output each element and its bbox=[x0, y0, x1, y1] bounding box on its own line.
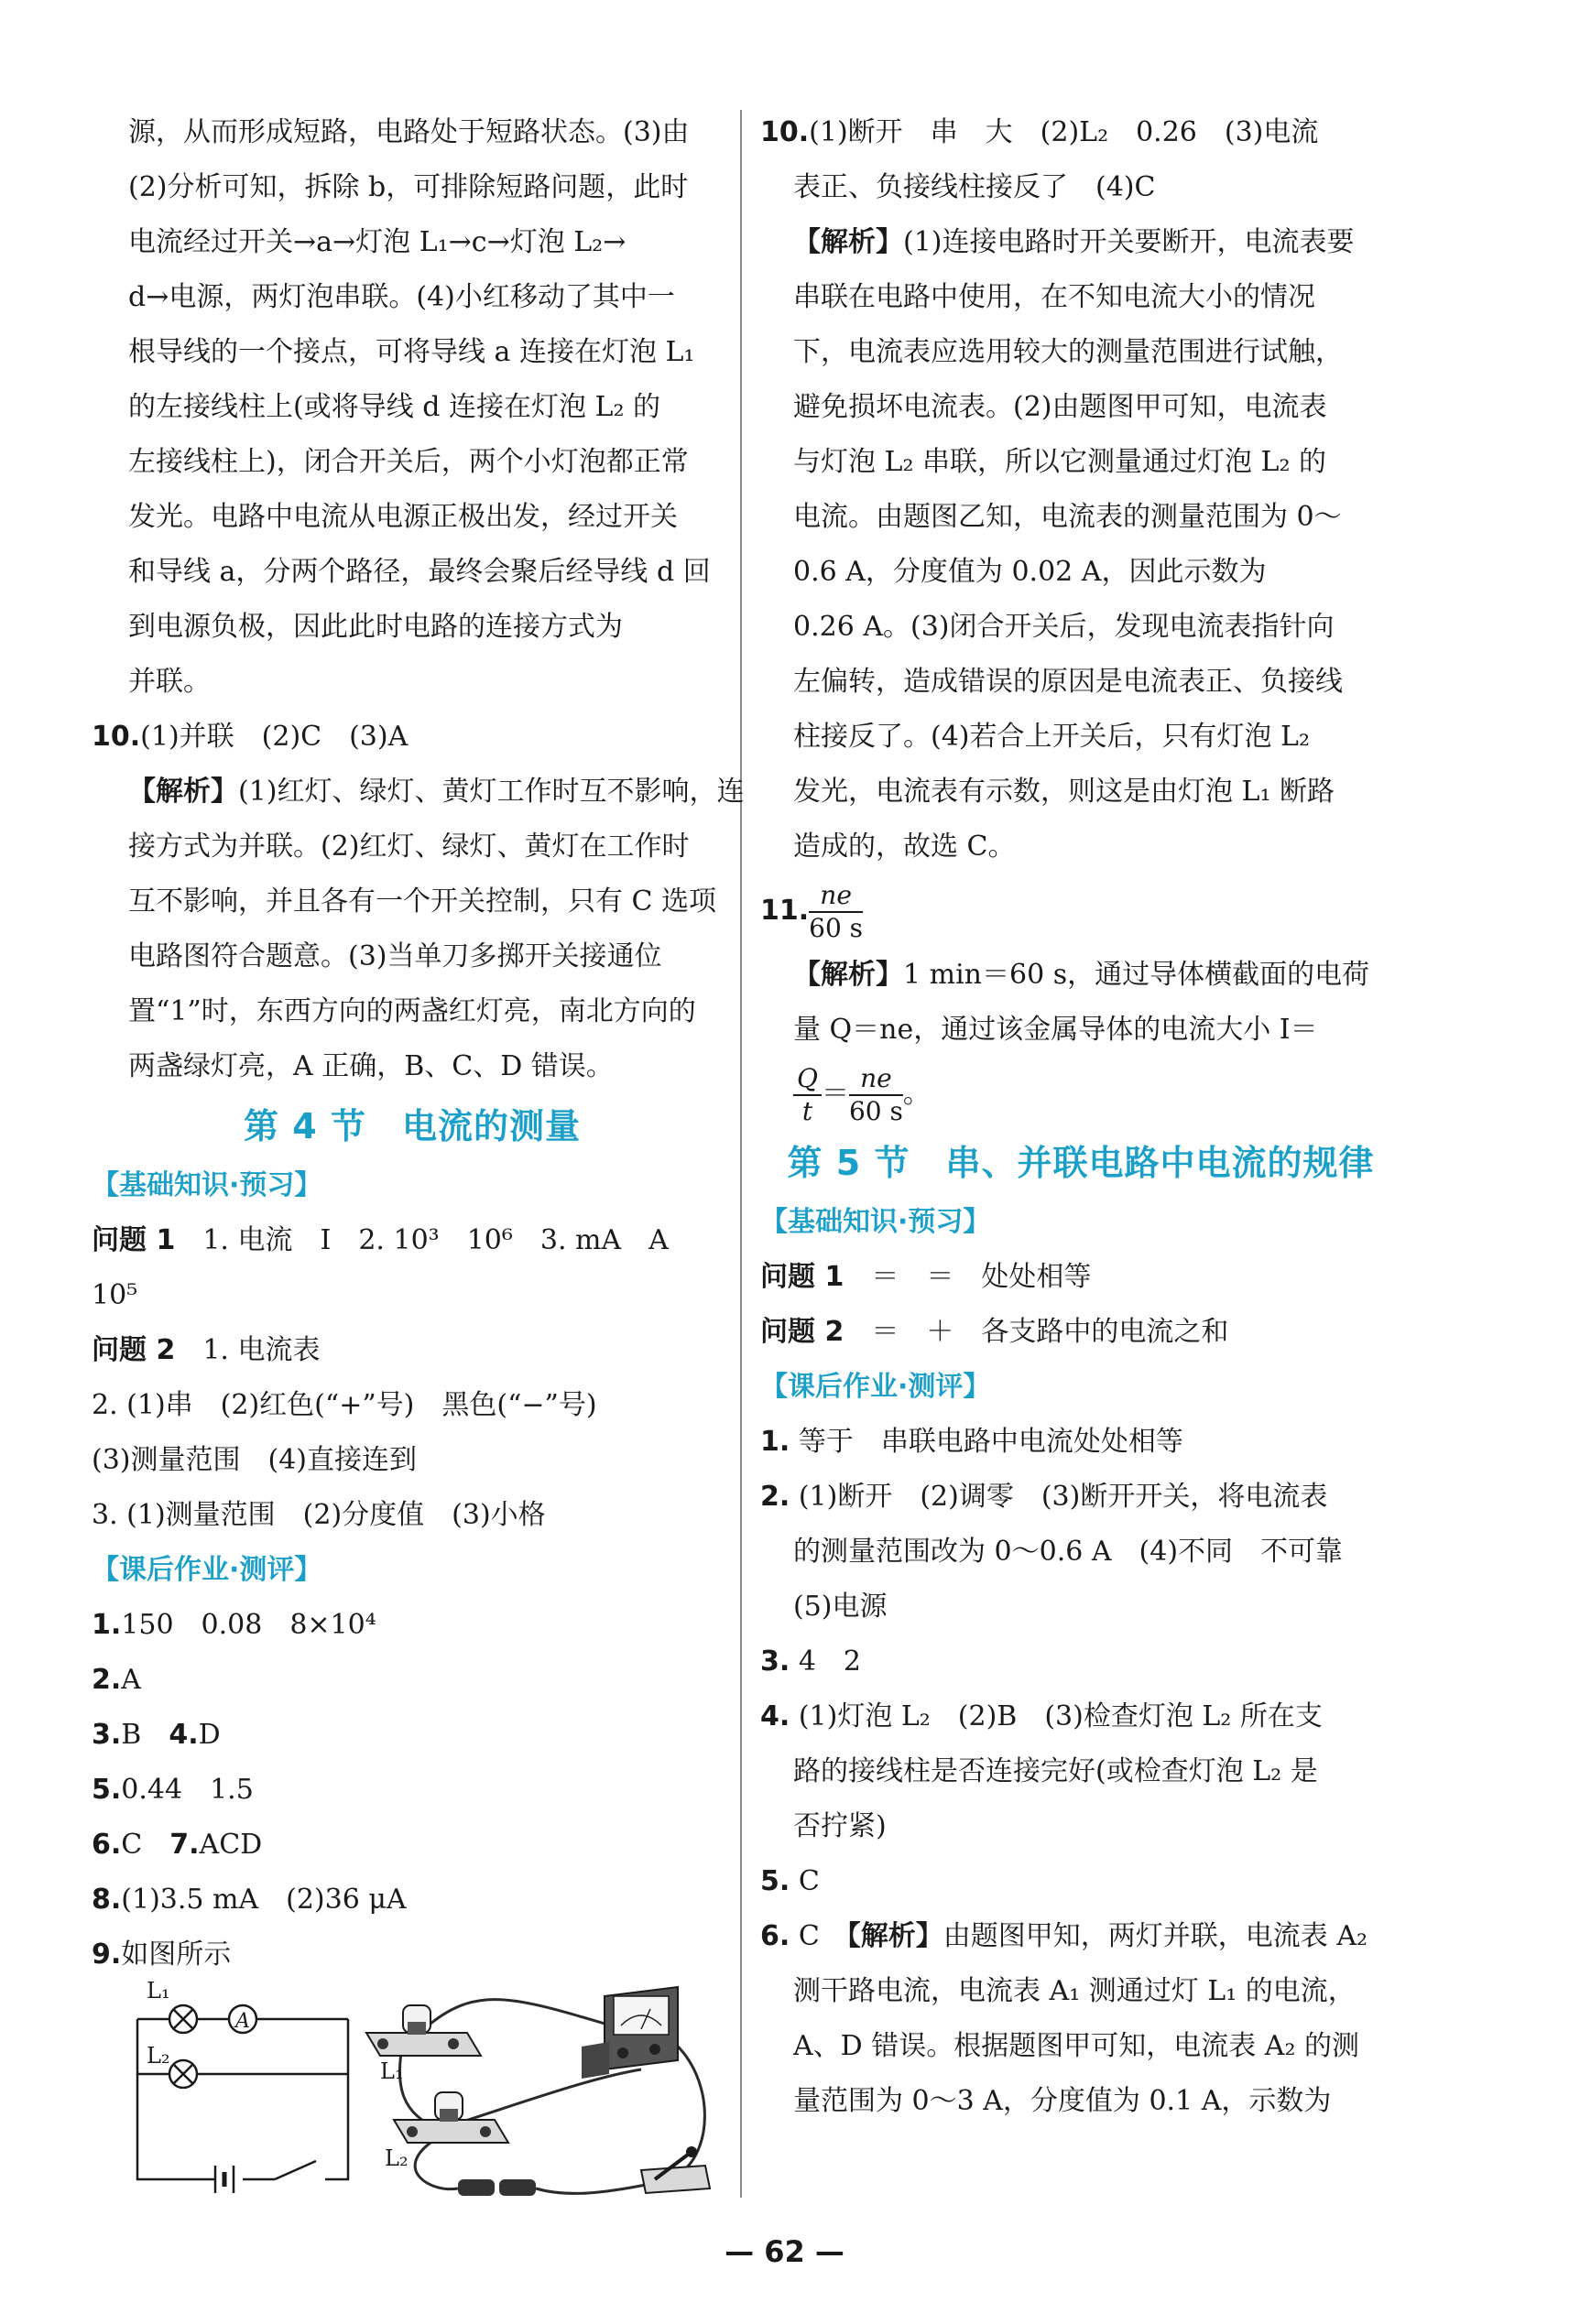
right-q11-analysis: 【解析】1 min＝60 s，通过导体横截面的电荷 bbox=[793, 959, 1370, 991]
text-line: 造成的，故选 C。 bbox=[793, 831, 1016, 863]
right-answer-1: 1. 等于 串联电路中电流处处相等 bbox=[760, 1426, 1183, 1458]
text-line: 0.26 A。(3)闭合开关后，发现电流表指针向 bbox=[793, 611, 1335, 643]
section4-title: 第 4 节 电流的测量 bbox=[244, 1106, 581, 1146]
schematic-label-l1: L₁ bbox=[147, 1978, 170, 2004]
text-line: 测干路电流，电流表 A₁ 测通过灯 L₁ 的电流， bbox=[793, 1975, 1356, 2007]
text-line: 和导线 a，分两个路径，最终会聚后经导线 d 回 bbox=[128, 556, 711, 588]
text-line: 的左接线柱上(或将导线 d 连接在灯泡 L₂ 的 bbox=[128, 391, 661, 423]
text-line: (5)电源 bbox=[793, 1591, 888, 1623]
lamp-l1-symbol bbox=[169, 2005, 197, 2033]
answer-item: 8.(1)3.5 mA (2)36 μA bbox=[92, 1884, 407, 1916]
right-answer-2-lines bbox=[760, 1525, 1401, 1634]
left-q10-analysis-lines bbox=[92, 820, 733, 1094]
text-line: 否拧紧) bbox=[793, 1810, 887, 1842]
text-line: 量范围为 0～3 A，分度值为 0.1 A，示数为 bbox=[793, 2085, 1332, 2117]
page-number: — 62 — bbox=[725, 2234, 844, 2269]
text-line: 左偏转，造成错误的原因是电流表正、负接线 bbox=[793, 666, 1343, 698]
text-line: d→电源，两灯泡串联。(4)小红移动了其中一 bbox=[128, 281, 675, 313]
right-question1: 问题 1 ＝ ＝ 处处相等 bbox=[760, 1261, 1092, 1293]
text-line: 两盏绿灯亮，A 正确，B、C、D 错误。 bbox=[128, 1050, 614, 1082]
tag-homework-right: 【课后作业·测评】 bbox=[760, 1371, 991, 1403]
circuit-figure bbox=[128, 1969, 714, 2198]
text-line: 左接线柱上)，闭合开关后，两个小灯泡都正常 bbox=[128, 446, 689, 478]
answer-item: 3.B 4.D bbox=[92, 1719, 221, 1751]
text-line: (2)分析可知，拆除 b，可排除短路问题，此时 bbox=[128, 171, 689, 203]
ammeter-label: A bbox=[235, 2010, 250, 2033]
right-answer-3: 3. 4 2 bbox=[760, 1645, 862, 1678]
text-line: 发光。电路中电流从电源正极出发，经过开关 bbox=[128, 501, 678, 533]
left-question2: 问题 2 1. 电流表 bbox=[92, 1334, 321, 1366]
text-line: 柱接反了。(4)若合上开关后，只有灯泡 L₂ bbox=[793, 721, 1310, 753]
right-q11-answer: 11. $\frac{ne}{60 s}$ bbox=[760, 880, 864, 943]
text-line: 路的接线柱是否连接完好(或检查灯泡 L₂ 是 bbox=[793, 1755, 1318, 1787]
left-answer-list bbox=[92, 1598, 733, 1982]
text-line: 根导线的一个接点，可将导线 a 连接在灯泡 L₁ bbox=[128, 336, 695, 368]
tag-homework-left: 【课后作业·测评】 bbox=[92, 1554, 322, 1586]
answer-item: 5.0.44 1.5 bbox=[92, 1774, 254, 1806]
text-line: 的测量范围改为 0～0.6 A (4)不同 不可靠 bbox=[793, 1536, 1344, 1568]
apparatus-picture bbox=[366, 1987, 710, 2196]
schematic-label-l2: L₂ bbox=[147, 2043, 170, 2069]
right-answer-6-lines bbox=[760, 1964, 1401, 2129]
left-question1: 问题 1 1. 电流 I 2. 10³ 10⁶ 3. mA A bbox=[92, 1224, 669, 1256]
right-question2: 问题 2 ＝ ＋ 各支路中的电流之和 bbox=[760, 1316, 1229, 1348]
section5-title: 第 5 节 串、并联电路中电流的规律 bbox=[787, 1143, 1375, 1183]
answer-item: 6.C 7.ACD bbox=[92, 1829, 263, 1861]
right-answer-5: 5. C bbox=[760, 1865, 820, 1897]
right-answer-4: 4. (1)灯泡 L₂ (2)B (3)检查灯泡 L₂ 所在支 bbox=[760, 1700, 1323, 1732]
right-q10-answer: 10.(1)断开 串 大 (2)L₂ 0.26 (3)电流 bbox=[760, 116, 1319, 148]
text-line: 接方式为并联。(2)红灯、绿灯、黄灯在工作时 bbox=[128, 831, 690, 863]
lamp-l2-symbol bbox=[169, 2060, 197, 2088]
answer-item: 1.150 0.08 8×10⁴ bbox=[92, 1609, 376, 1641]
text-line: 2. (1)串 (2)红色(“+”号) 黑色(“−”号) bbox=[92, 1389, 597, 1421]
text-line: 3. (1)测量范围 (2)分度值 (3)小格 bbox=[92, 1499, 546, 1531]
left-q10-analysis: 【解析】(1)红灯、绿灯、黄灯工作时互不影响，连 bbox=[128, 776, 745, 808]
right-q11-formula: $\frac{Q}{t}$ ＝ $\frac{ne}{60 s}$ 。 bbox=[760, 1058, 1401, 1131]
left-question1-cont: 10⁵ bbox=[92, 1279, 138, 1311]
left-top-paragraph bbox=[92, 105, 733, 710]
text-line: 电流。由题图乙知，电流表的测量范围为 0～ bbox=[793, 501, 1342, 533]
text-line: (3)测量范围 (4)直接连到 bbox=[92, 1444, 417, 1476]
left-question2-lines bbox=[92, 1378, 733, 1543]
right-q10-analysis: 【解析】(1)连接电路时开关要断开，电流表要 bbox=[793, 226, 1355, 258]
left-q10-answer: 10.(1)并联 (2)C (3)A bbox=[92, 721, 409, 753]
left-column bbox=[92, 105, 745, 1982]
q11-fraction: $\frac{ne}{60 s}$ bbox=[809, 880, 864, 943]
text-line: 0.6 A，分度值为 0.02 A，因此示数为 bbox=[793, 556, 1267, 588]
text-line: A、D 错误。根据题图甲可知，电流表 A₂ 的测 bbox=[793, 2030, 1360, 2062]
text-line: 源，从而形成短路，电路处于短路状态。(3)由 bbox=[128, 116, 690, 148]
text-line: 与灯泡 L₂ 串联，所以它测量通过灯泡 L₂ 的 bbox=[793, 446, 1327, 478]
text-line: 发光，电流表有示数，则这是由灯泡 L₁ 断路 bbox=[793, 776, 1335, 808]
right-answer-6: 6. C 【解析】由题图甲知，两灯并联，电流表 A₂ bbox=[760, 1920, 1368, 1952]
text-line: 置“1”时，东西方向的两盏红灯亮，南北方向的 bbox=[128, 995, 696, 1027]
tag-preview-right: 【基础知识·预习】 bbox=[760, 1206, 991, 1238]
right-answer-4-lines bbox=[760, 1744, 1401, 1854]
right-q11-analysis-line2: 量 Q＝ne，通过该金属导体的电流大小 I＝ bbox=[793, 1014, 1318, 1046]
tag-preview-left: 【基础知识·预习】 bbox=[92, 1169, 322, 1201]
text-line: 串联在电路中使用，在不知电流大小的情况 bbox=[793, 281, 1315, 313]
text-line: 互不影响，并且各有一个开关控制，只有 C 选项 bbox=[128, 885, 717, 918]
column-divider bbox=[740, 110, 742, 2198]
text-line: 下，电流表应选用较大的测量范围进行试触， bbox=[793, 336, 1343, 368]
text-line: 电路图符合题意。(3)当单刀多掷开关接通位 bbox=[128, 940, 662, 972]
right-q10-answer-cont: 表正、负接线柱接反了 (4)C bbox=[793, 171, 1156, 203]
text-line: 避免损坏电流表。(2)由题图甲可知，电流表 bbox=[793, 391, 1327, 423]
text-line: 电流经过开关→a→灯泡 L₁→c→灯泡 L₂→ bbox=[128, 226, 627, 258]
right-answer-2: 2. (1)断开 (2)调零 (3)断开开关，将电流表 bbox=[760, 1481, 1328, 1513]
apparatus-label-l1: L₁ bbox=[380, 2058, 404, 2084]
right-column bbox=[760, 105, 1401, 2129]
answer-item: 2.A bbox=[92, 1664, 141, 1696]
apparatus-label-l2: L₂ bbox=[385, 2145, 409, 2171]
right-q10-analysis-lines bbox=[760, 270, 1401, 874]
text-line: 并联。 bbox=[128, 666, 211, 698]
text-line: 到电源负极，因此此时电路的连接方式为 bbox=[128, 611, 623, 643]
answer-item: 9.如图所示 bbox=[92, 1938, 232, 1971]
